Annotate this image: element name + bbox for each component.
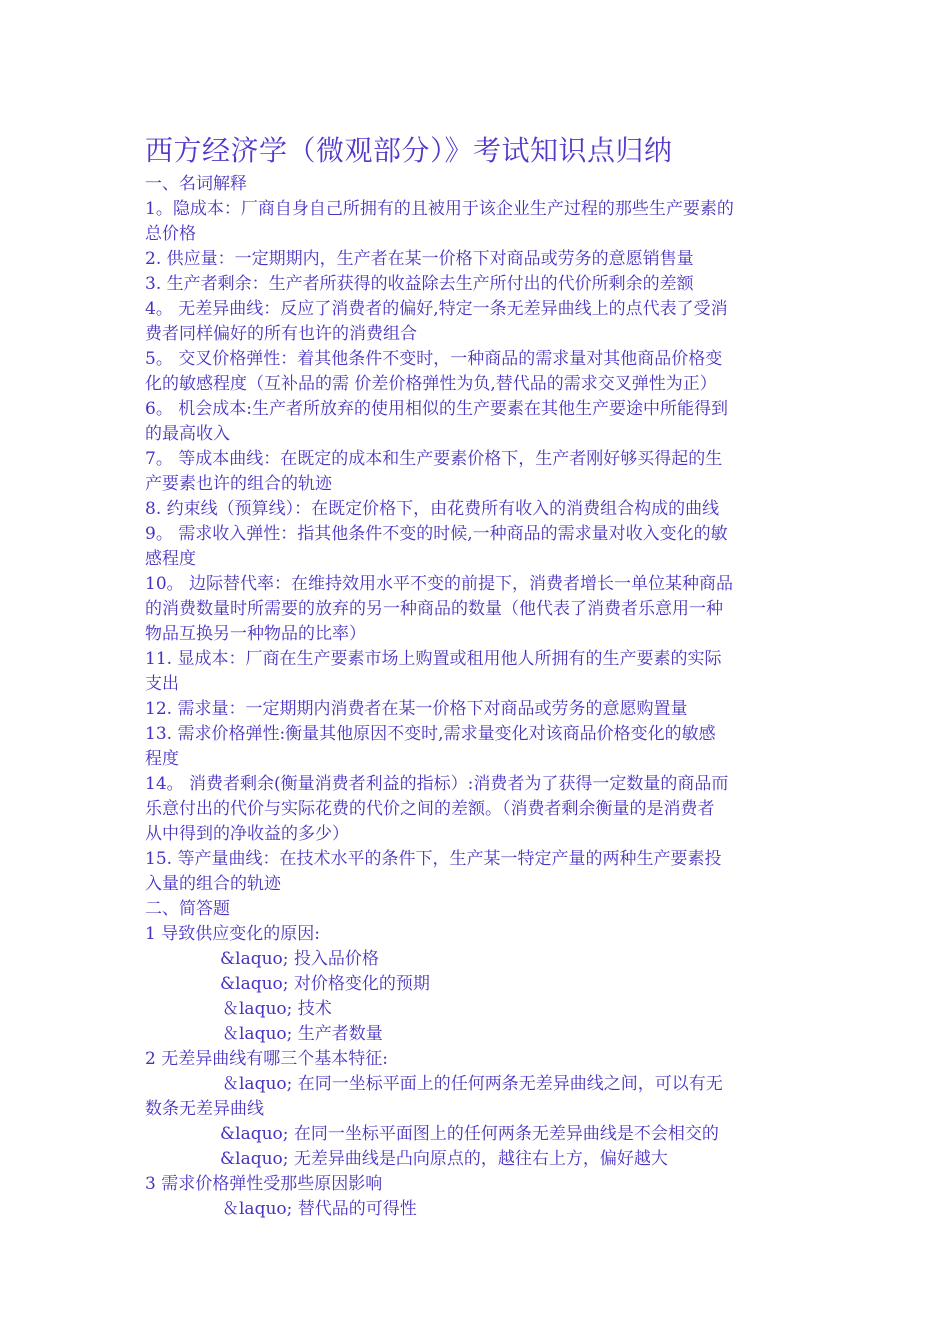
definition-line: 乐意付出的代价与实际花费的代价之间的差额。（消费者剩余衡量的是消费者: [145, 799, 715, 819]
definition-line: 物品互换另一种物品的比率）: [145, 624, 366, 644]
definition-line: 4。 无差异曲线：反应了消费者的偏好,特定一条无差异曲线上的点代表了受消: [145, 299, 728, 319]
definition-line: 11. 显成本：厂商在生产要素市场上购置或租用他人所拥有的生产要素的实际: [145, 649, 722, 669]
definition-line: 的消费数量时所需要的放弃的另一种商品的数量（他代表了消费者乐意用一种: [145, 599, 723, 619]
definition-line: 8. 约束线（预算线）：在既定价格下，由花费所有收入的消费组合构成的曲线: [145, 499, 720, 519]
answer-line: 2 无差异曲线有哪三个基本特征:: [145, 1049, 388, 1069]
answer-line: 数条无差异曲线: [145, 1099, 264, 1119]
definition-line: 程度: [145, 749, 179, 769]
definition-line: 1。隐成本：厂商自身自己所拥有的且被用于该企业生产过程的那些生产要素的: [145, 199, 734, 219]
definition-line: 产要素也许的组合的轨迹: [145, 474, 332, 494]
answer-bullet-line: &laquo; 对价格变化的预期: [220, 974, 430, 994]
definition-line: 7。 等成本曲线：在既定的成本和生产要素价格下，生产者刚好够买得起的生: [145, 449, 723, 469]
definition-line: 12. 需求量：一定期期内消费者在某一价格下对商品或劳务的意愿购置量: [145, 699, 688, 719]
section-heading-short-answers: 二、简答题: [145, 899, 230, 919]
answer-bullet-line: ＆laquo; 替代品的可得性: [222, 1199, 417, 1219]
definition-line: 支出: [145, 674, 179, 694]
definition-line: 从中得到的净收益的多少）: [145, 824, 349, 844]
definition-line: 化的敏感程度（互补品的需 价差价格弹性为负,替代品的需求交叉弹性为正）: [145, 374, 717, 394]
definition-line: 费者同样偏好的所有也许的消费组合: [145, 324, 417, 344]
definition-line: 9。 需求收入弹性：指其他条件不变的时候,一种商品的需求量对收入变化的敏: [145, 524, 728, 544]
definition-line: 15. 等产量曲线：在技术水平的条件下，生产某一特定产量的两种生产要素投: [145, 849, 722, 869]
definition-line: 13. 需求价格弹性:衡量其他原因不变时,需求量变化对该商品价格变化的敏感: [145, 724, 716, 744]
answer-bullet-line: &laquo; 在同一坐标平面图上的任何两条无差异曲线是不会相交的: [220, 1124, 719, 1144]
definition-line: 3. 生产者剩余：生产者所获得的收益除去生产所付出的代价所剩余的差额: [145, 274, 694, 294]
document-title: 西方经济学（微观部分）》考试知识点归纳: [145, 134, 673, 167]
answer-bullet-line: ＆laquo; 生产者数量: [222, 1024, 383, 1044]
section-heading-definitions: 一、名词解释: [145, 174, 247, 194]
answer-line: 3 需求价格弹性受那些原因影响: [145, 1174, 383, 1194]
definition-line: 6。 机会成本:生产者所放弃的使用相似的生产要素在其他生产要途中所能得到: [145, 399, 728, 419]
definition-line: 总价格: [145, 224, 196, 244]
answer-bullet-line: &laquo; 无差异曲线是凸向原点的，越往右上方，偏好越大: [220, 1149, 668, 1169]
definition-line: 感程度: [145, 549, 196, 569]
answer-bullet-line: ＆laquo; 技术: [222, 999, 332, 1019]
short-answer-list: [145, 922, 805, 1222]
definition-line: 5。 交叉价格弹性：着其他条件不变时，一种商品的需求量对其他商品价格变: [145, 349, 723, 369]
document-page: [145, 133, 805, 1222]
definition-line: 入量的组合的轨迹: [145, 874, 281, 894]
answer-bullet-line: &laquo; 投入品价格: [220, 949, 379, 969]
definition-line: 2. 供应量：一定期期内，生产者在某一价格下对商品或劳务的意愿销售量: [145, 249, 694, 269]
definitions-list: [145, 197, 805, 897]
definition-line: 10。 边际替代率：在维持效用水平不变的前提下，消费者增长一单位某种商品: [145, 574, 734, 594]
definition-line: 的最高收入: [145, 424, 230, 444]
answer-line: 1 导致供应变化的原因:: [145, 924, 320, 944]
answer-bullet-line: ＆laquo; 在同一坐标平面上的任何两条无差异曲线之间，可以有无: [222, 1074, 723, 1094]
definition-line: 14。 消费者剩余(衡量消费者利益的指标）:消费者为了获得一定数量的商品而: [145, 774, 729, 794]
